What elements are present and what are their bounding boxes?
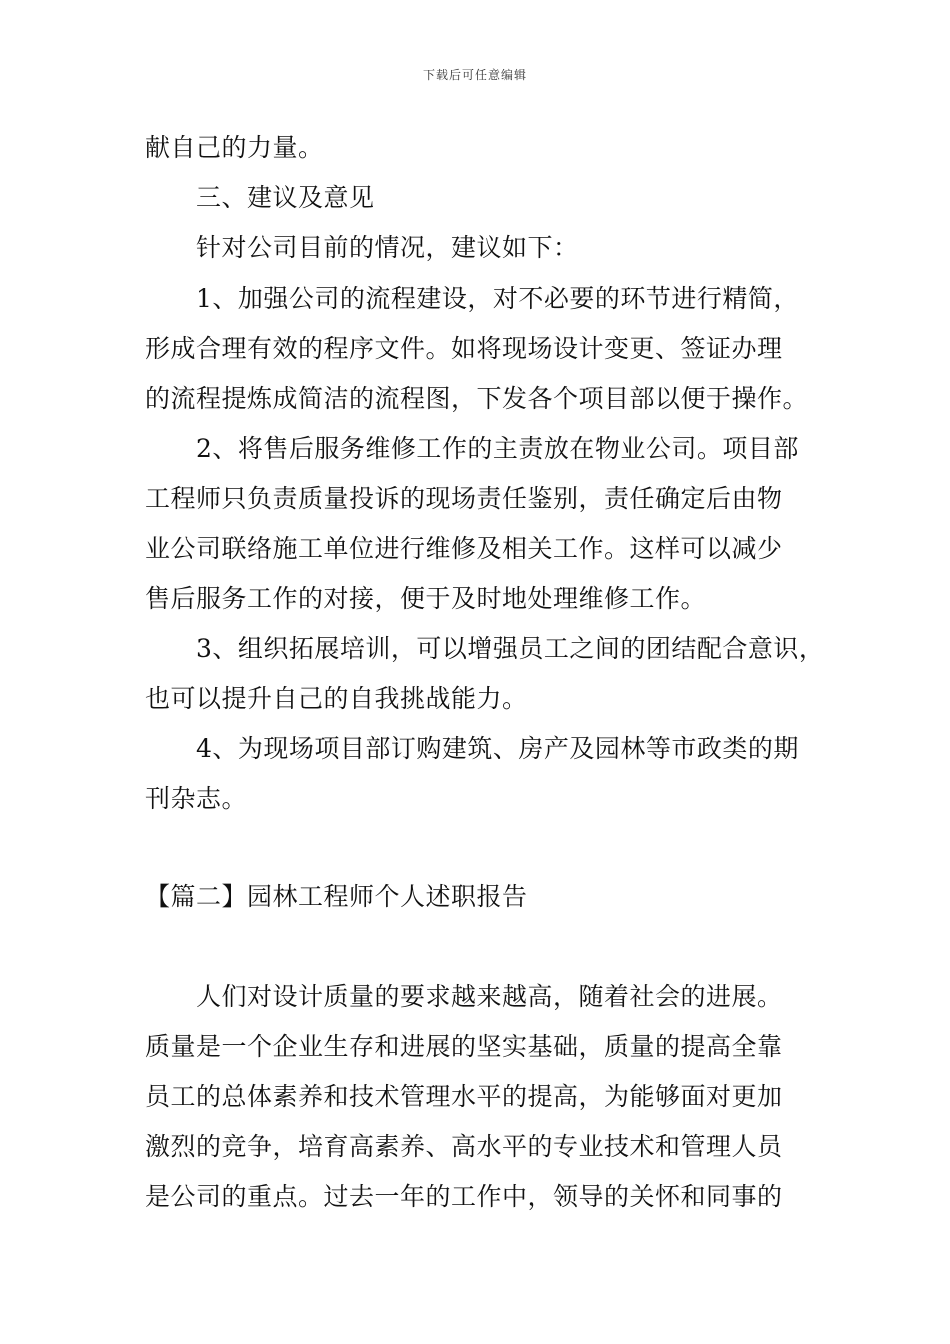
- text-line: 业公司联络施工单位进行维修及相关工作。这样可以减少: [145, 534, 783, 563]
- list-item-4: 4、为现场项目部订购建筑、房产及园林等市政类的期: [196, 734, 799, 763]
- list-item-1: 1、加强公司的流程建设，对不必要的环节进行精简，: [196, 284, 799, 313]
- text-line: 形成合理有效的程序文件。如将现场设计变更、签证办理: [145, 334, 783, 363]
- text-line: 激烈的竞争，培育高素养、高水平的专业技术和管理人员: [145, 1132, 783, 1161]
- text-line: 刊杂志。: [145, 784, 248, 813]
- text-line: 员工的总体素养和技术管理水平的提高，为能够面对更加: [145, 1082, 783, 1111]
- text-line: 工程师只负责质量投诉的现场责任鉴别，责任确定后由物: [145, 484, 783, 513]
- text-line: 是公司的重点。过去一年的工作中，领导的关怀和同事的: [145, 1182, 783, 1211]
- text-line: 人们对设计质量的要求越来越高，随着社会的进展。: [196, 982, 783, 1011]
- text-line: 售后服务工作的对接，便于及时地处理维修工作。: [145, 584, 707, 613]
- text-line: 献自己的力量。: [145, 133, 324, 162]
- section-title: 【篇二】园林工程师个人述职报告: [145, 882, 528, 911]
- text-line: 质量是一个企业生存和进展的坚实基础，质量的提高全靠: [145, 1032, 783, 1061]
- list-item-3: 3、组织拓展培训，可以增强员工之间的团结配合意识，: [196, 634, 825, 663]
- text-line: 针对公司目前的情况，建议如下：: [196, 233, 579, 262]
- list-item-2: 2、将售后服务维修工作的主责放在物业公司。项目部: [196, 434, 799, 463]
- section-heading: 三、建议及意见: [196, 183, 375, 212]
- page-header: 下载后可任意编辑: [422, 68, 527, 82]
- text-line: 也可以提升自己的自我挑战能力。: [145, 684, 528, 713]
- text-line: 的流程提炼成简洁的流程图，下发各个项目部以便于操作。: [145, 384, 809, 413]
